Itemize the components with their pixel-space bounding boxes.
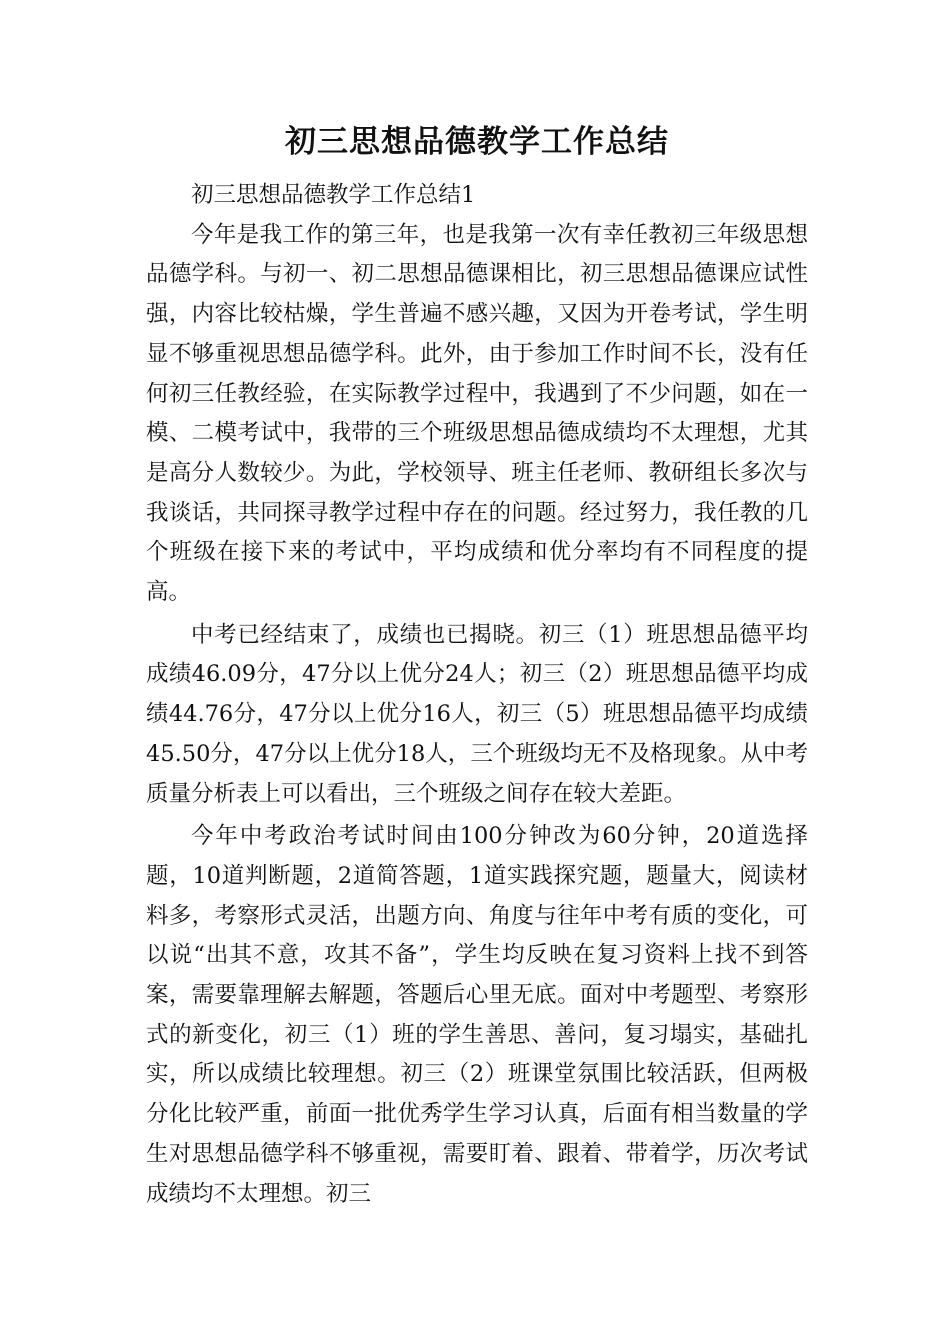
document-title: 初三思想品德教学工作总结 (285, 124, 669, 160)
paragraph-2: 中考已经结束了，成绩也已揭晓。初三（1）班思想品德平均成绩46.09分，47分以上优分24人；初三（2）班思想品德平均成绩44.76分，47分以上优分16人，初三（5）班思想品德平均成绩45.50分，47分以上优分18人，三个班级均无不及格现象。从中考质量分析表上可以看出，三个班级之间存在较大差距。 (146, 621, 808, 807)
paragraph-3: 今年中考政治考试时间由100分钟改为60分钟，20道选择题，10道判断题，2道简答题，1道实践探究题，题量大，阅读材料多，考察形式灵活，出题方向、角度与往年中考有质的变化，可以说“出其不意，攻其不备”，学生均反映在复习资料上找不到答案，需要靠理解去解题，答题后心里无底。面对中考题型、考察形式的新变化，初三（1）班的学生善思、善问，复习塌实，基础扎实，所以成绩比较理想。初三（2）班课堂氛围比较活跃，但两极分化比较严重，前面一批优秀学生学习认真，后面有相当数量的学生对思想品德学科不够重视，需要盯着、跟着、带着学，历次考试成绩均不太理想。初三 (146, 823, 808, 1207)
paragraph-1: 今年是我工作的第三年，也是我第一次有幸任教初三年级思想品德学科。与初一、初二思想品德课相比，初三思想品德课应试性强，内容比较枯燥，学生普遍不感兴趣，又因为开卷考试，学生明显不够重视思想品德学科。此外，由于参加工作时间不长，没有任何初三任教经验，在实际教学过程中，我遇到了不少问题，如在一模、二模考试中，我带的三个班级思想品德成绩均不太理想，尤其是高分人数较少。为此，学校领导、班主任老师、教研组长多次与我谈话，共同探寻教学过程中存在的问题。经过努力，我任教的几个班级在接下来的考试中，平均成绩和优分率均有不同程度的提高。 (146, 221, 808, 606)
document-page (146, 118, 808, 1214)
document-subtitle: 初三思想品德教学工作总结1 (191, 182, 476, 208)
